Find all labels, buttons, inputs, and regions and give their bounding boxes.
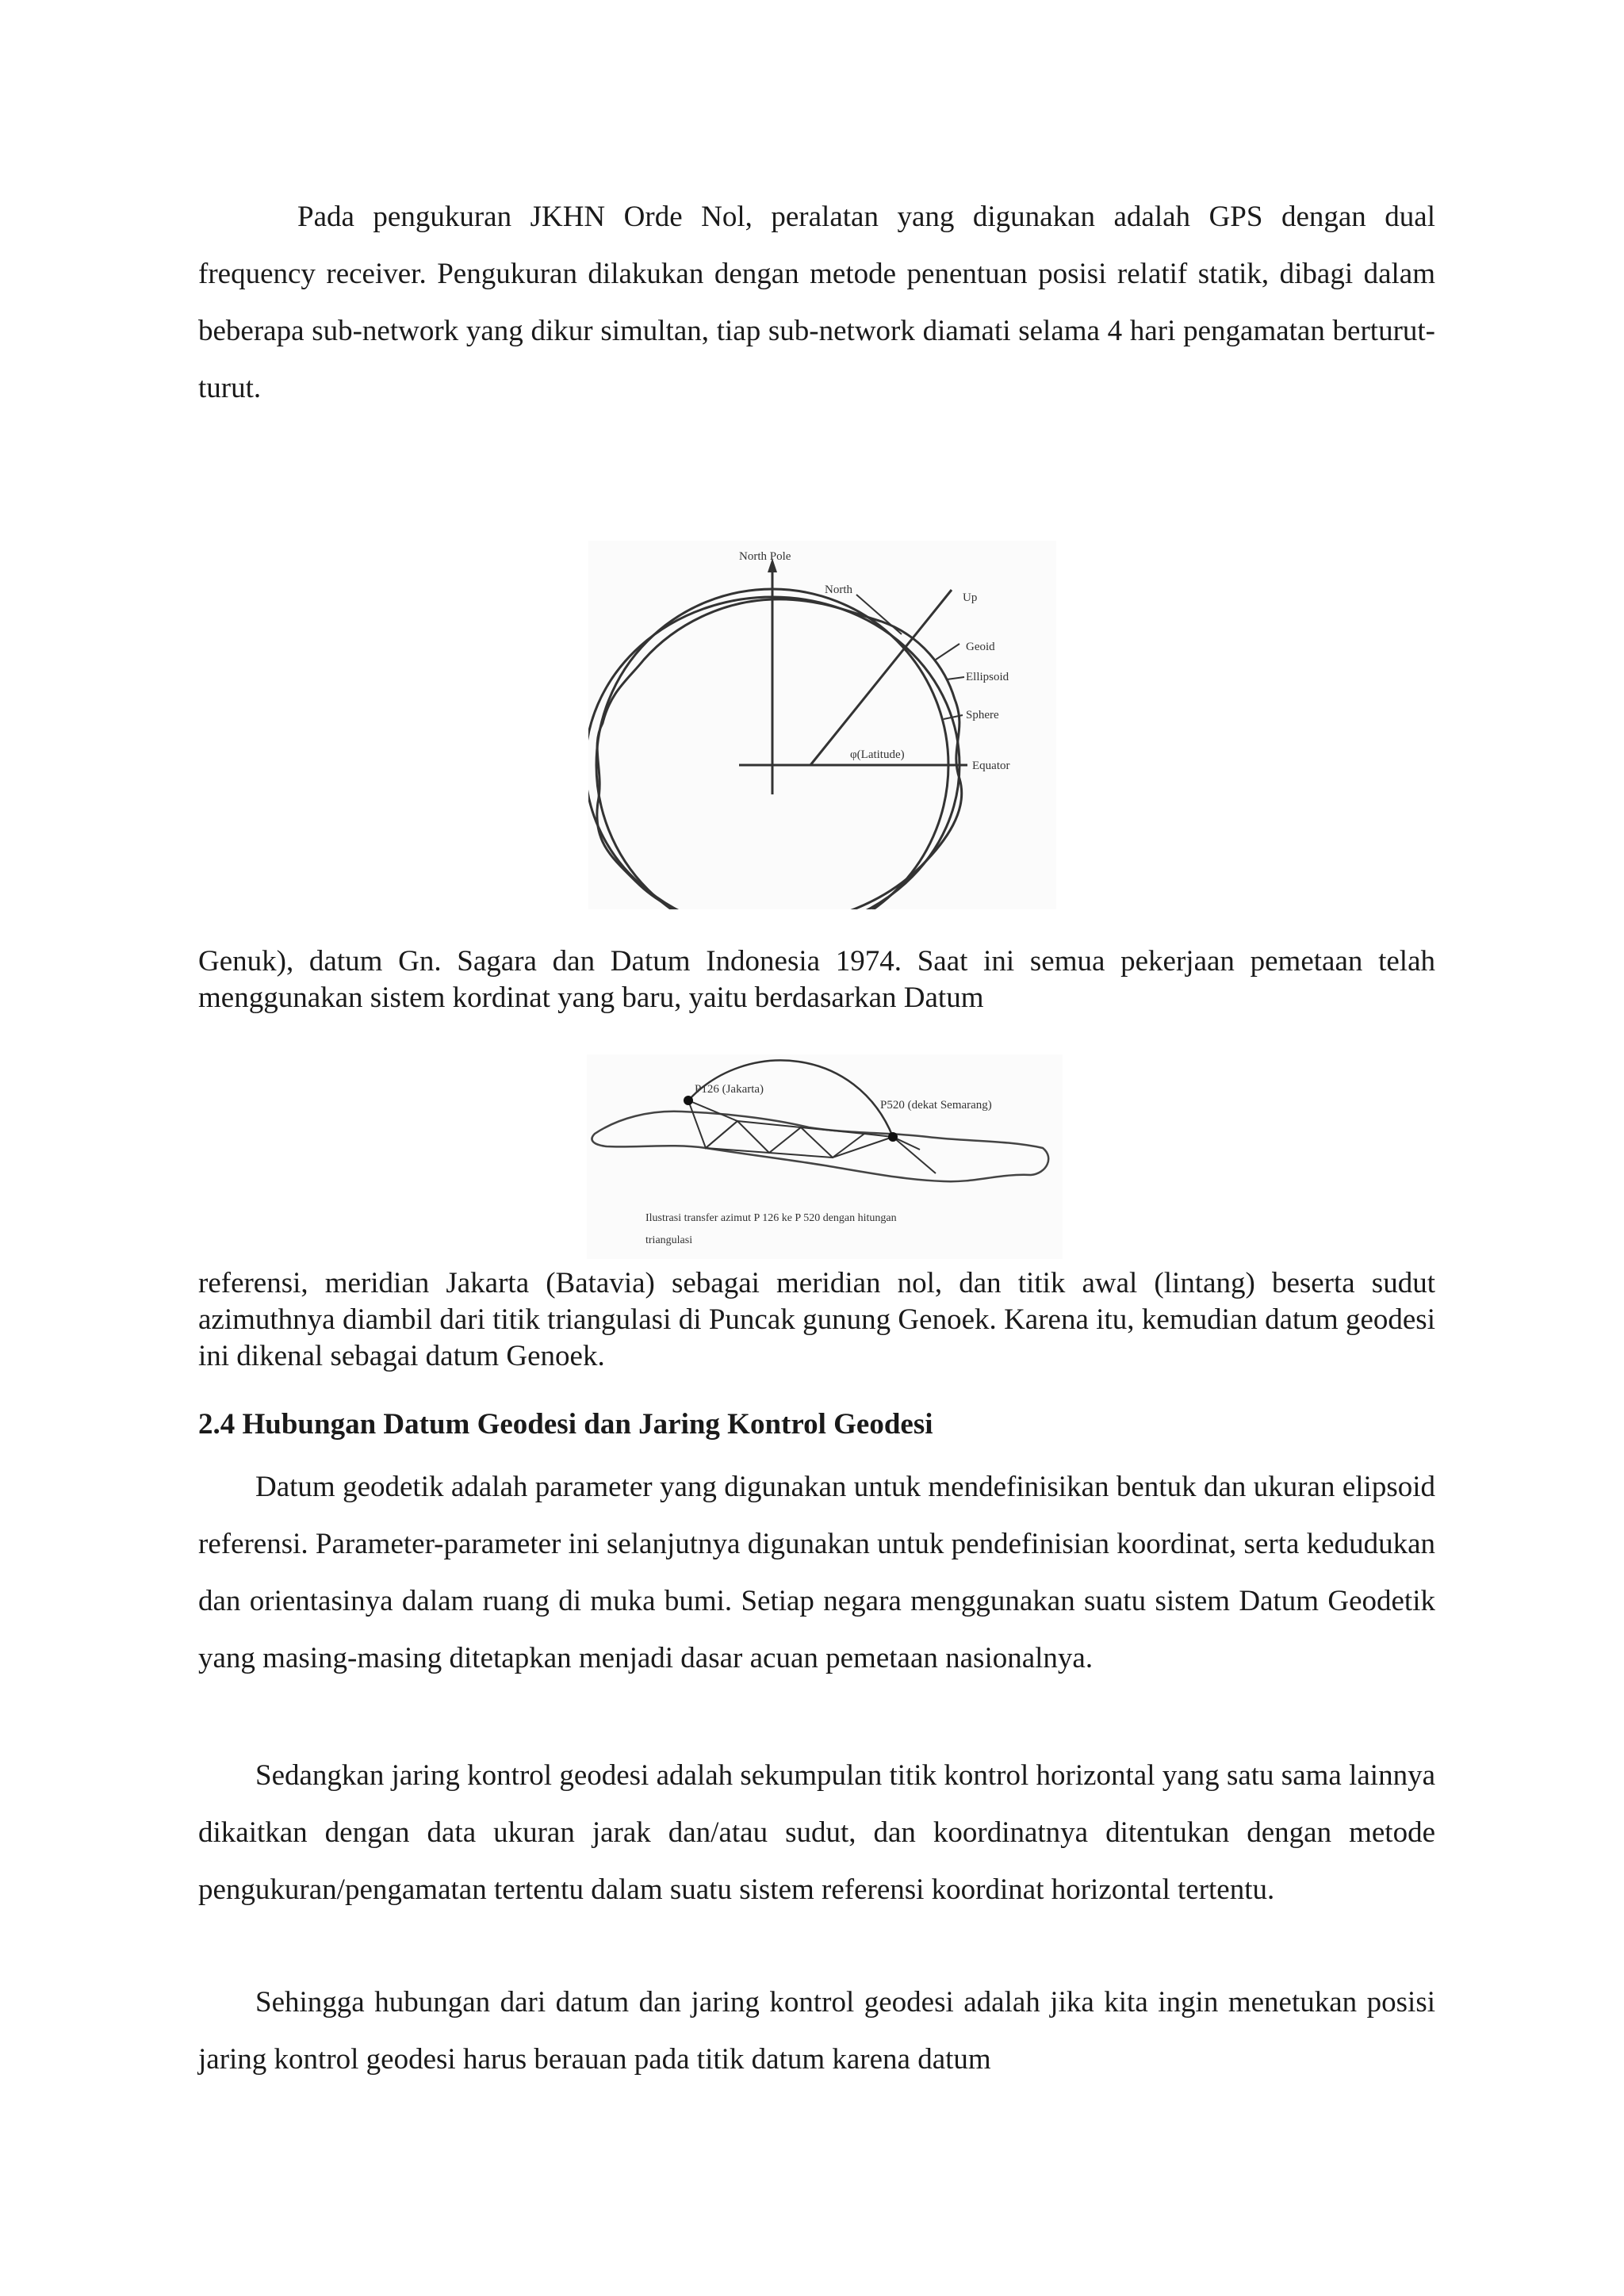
p126-point xyxy=(684,1096,693,1105)
geoid-label: Geoid xyxy=(966,641,995,653)
azimuth-arc xyxy=(688,1060,893,1137)
p520-label: P520 (dekat Semarang) xyxy=(880,1099,992,1112)
p520-point xyxy=(888,1132,898,1142)
north-pole-label: North Pole xyxy=(739,550,791,563)
figure-caption-line-2: triangulasi xyxy=(645,1234,693,1246)
ellipsoid-label: Ellipsoid xyxy=(966,671,1009,683)
geoid-leader xyxy=(936,644,959,660)
paragraph-datum-history: Genuk), datum Gn. Sagara dan Datum Indonesia 1974. Saat ini semua pekerjaan pemetaan telah menggunakan sistem kordinat yang baru, yaitu berdasarkan Datum xyxy=(198,945,1435,1014)
paragraph-gps-measurement: Pada pengukuran JKHN Orde Nol, peralatan yang digunakan adalah GPS dengan dual frequency receiver. Pengukuran dilakukan dengan metode penentuan posisi relatif statik, dibagi dalam beberapa sub-network yang dikur simultan, tiap sub-network diamati selama 4 hari pengamatan berturut-turut. xyxy=(198,201,1435,404)
up-label: Up xyxy=(963,591,978,604)
figure-earth-shape xyxy=(588,541,1056,909)
paragraph-datum-genoek: referensi, meridian Jakarta (Batavia) sebagai meridian nol, dan titik awal (lintang) beserta sudut azimuthnya diambil dari titik triangulasi di Puncak gunung Genoek. Karena itu, kemudian datum geodesi ini dikenal sebagai datum Genoek. xyxy=(198,1267,1435,1372)
paragraph-geodetic-datum: Datum geodetik adalah parameter yang digunakan untuk mendefinisikan bentuk dan ukuran elipsoid referensi. Parameter-parameter ini selanjutnya digunakan untuk pendefinisian koordinat, serta kedudukan dan orientasinya dalam ruang di muka bumi. Setiap negara menggunakan suatu sistem Datum Geodetik yang masing-masing ditetapkan menjadi dasar acuan pemetaan nasionalnya. xyxy=(198,1471,1435,1674)
north-label: North xyxy=(825,584,852,596)
java-triangulation-map xyxy=(587,1054,1063,1259)
p126-label: P126 (Jakarta) xyxy=(695,1083,764,1096)
paragraph-control-network: Sedangkan jaring kontrol geodesi adalah sekumpulan titik kontrol horizontal yang satu sama lainnya dikaitkan dengan data ukuran jarak dan/atau sudut, dan koordinatnya ditentukan dengan metode pengukuran/pengamatan tertentu dalam suatu sistem referensi koordinat horizontal tertentu. xyxy=(198,1759,1435,1906)
ellipsoid-leader xyxy=(947,677,964,679)
figure-azimuth-transfer xyxy=(587,1054,1063,1259)
section-heading: 2.4 Hubungan Datum Geodesi dan Jaring Kontrol Geodesi xyxy=(198,1408,933,1441)
sphere-label: Sphere xyxy=(966,709,999,721)
latitude-label: φ(Latitude) xyxy=(850,748,905,761)
figure-caption-line-1: Ilustrasi transfer azimut P 126 ke P 520 dengan hitungan xyxy=(645,1212,897,1224)
earth-shape-diagram xyxy=(588,541,1056,909)
equator-label: Equator xyxy=(972,760,1010,772)
paragraph-relationship: Sehingga hubungan dari datum dan jaring kontrol geodesi adalah jika kita ingin menetukan posisi jaring kontrol geodesi harus berauan pada titik datum karena datum xyxy=(198,1986,1435,2076)
